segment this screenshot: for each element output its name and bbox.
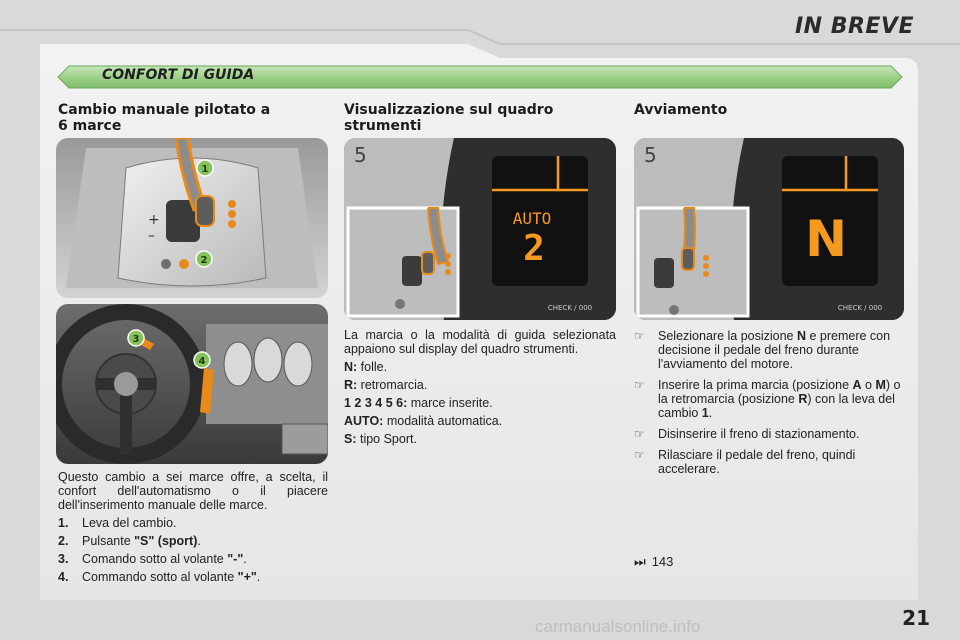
- svg-text:CHECK / 000: CHECK / 000: [837, 304, 883, 312]
- watermark: carmanualsonline.info: [535, 617, 701, 636]
- callout-1: 1: [201, 164, 209, 175]
- display-gear-text: 2: [523, 228, 545, 269]
- column-start: [634, 102, 906, 118]
- gearbox-parts-list: [58, 516, 328, 584]
- callout-4: 4: [198, 356, 206, 367]
- pointing-hand-icon: ☞: [634, 427, 645, 441]
- definition-item: R: retromarcia.: [344, 378, 428, 392]
- double-arrow-icon: ⏭: [634, 554, 646, 569]
- callout-3: 3: [132, 334, 140, 345]
- pointing-hand-icon: ☞: [634, 329, 645, 343]
- pointing-hand-icon: ☞: [634, 378, 645, 392]
- start-heading: Avviamento: [634, 102, 728, 118]
- step-text: Selezionare la posizione N e premere con decisione il pedale del freno durante l'avviamento del motore.: [658, 329, 891, 371]
- definition-item: S: tipo Sport.: [344, 432, 417, 446]
- definition-item: AUTO: modalità automatica.: [344, 414, 503, 428]
- start-steps-list: [634, 329, 906, 476]
- svg-text:5: 5: [644, 143, 657, 167]
- instrument-cluster-auto-image: [344, 138, 616, 320]
- list-item: [634, 329, 906, 371]
- gearbox-heading: Cambio manuale pilotato a 6 marce: [58, 102, 271, 134]
- step-text: Disinserire il freno di stazionamento.: [658, 427, 860, 441]
- display-text: [344, 328, 616, 446]
- display-intro: La marcia o la modalità di guida selezionata appaiono sul display del quadro strumenti.: [344, 328, 616, 356]
- list-item: [634, 378, 906, 420]
- page-header-title: IN BREVE: [794, 14, 914, 39]
- gear-lever-image: [56, 138, 328, 298]
- definition-item: 1 2 3 4 5 6: marce inserite.: [344, 396, 493, 410]
- definition-item: N: folle.: [344, 360, 388, 374]
- list-item: [634, 448, 906, 476]
- callout-2: 2: [200, 255, 208, 266]
- display-neutral-text: N: [805, 210, 847, 268]
- reference-page-number: 143: [651, 554, 674, 569]
- column-display: [344, 102, 616, 134]
- list-item: 3. Comando sotto al volante "-".: [58, 552, 247, 566]
- column-gearbox: [58, 102, 328, 134]
- gearbox-intro: Questo cambio a sei marce offre, a scelta, il confort dell'automatismo o il piacere dell'inserimento manuale delle marce.: [58, 470, 328, 512]
- display-heading: Visualizzazione sul quadro strumenti: [344, 102, 554, 134]
- pointing-hand-icon: ☞: [634, 448, 645, 462]
- instrument-cluster-neutral-image: [634, 138, 904, 320]
- gearbox-text: [58, 470, 328, 584]
- svg-text:5: 5: [354, 143, 367, 167]
- list-item: 2. Pulsante "S" (sport).: [58, 534, 201, 548]
- svg-text:–: –: [148, 228, 155, 244]
- steering-wheel-image: [56, 304, 328, 464]
- page-number: 21: [902, 606, 930, 630]
- list-item: [634, 427, 906, 441]
- list-item: 4. Commando sotto al volante "+".: [58, 570, 261, 584]
- svg-text:CHECK / 000: CHECK / 000: [547, 304, 593, 312]
- start-steps: [634, 322, 906, 476]
- page-reference[interactable]: [634, 554, 673, 570]
- svg-text:+: +: [148, 212, 160, 228]
- list-item: 1. Leva del cambio.: [58, 516, 177, 530]
- section-title: CONFORT DI GUIDA: [102, 67, 255, 83]
- step-text: Rilasciare il pedale del freno, quindi accelerare.: [658, 448, 856, 476]
- display-definitions: [344, 360, 616, 446]
- display-mode-text: AUTO: [512, 209, 552, 228]
- step-text: Inserire la prima marcia (posizione A o M) o la retromarcia (posizione R) con la leva del cambio 1.: [658, 378, 901, 420]
